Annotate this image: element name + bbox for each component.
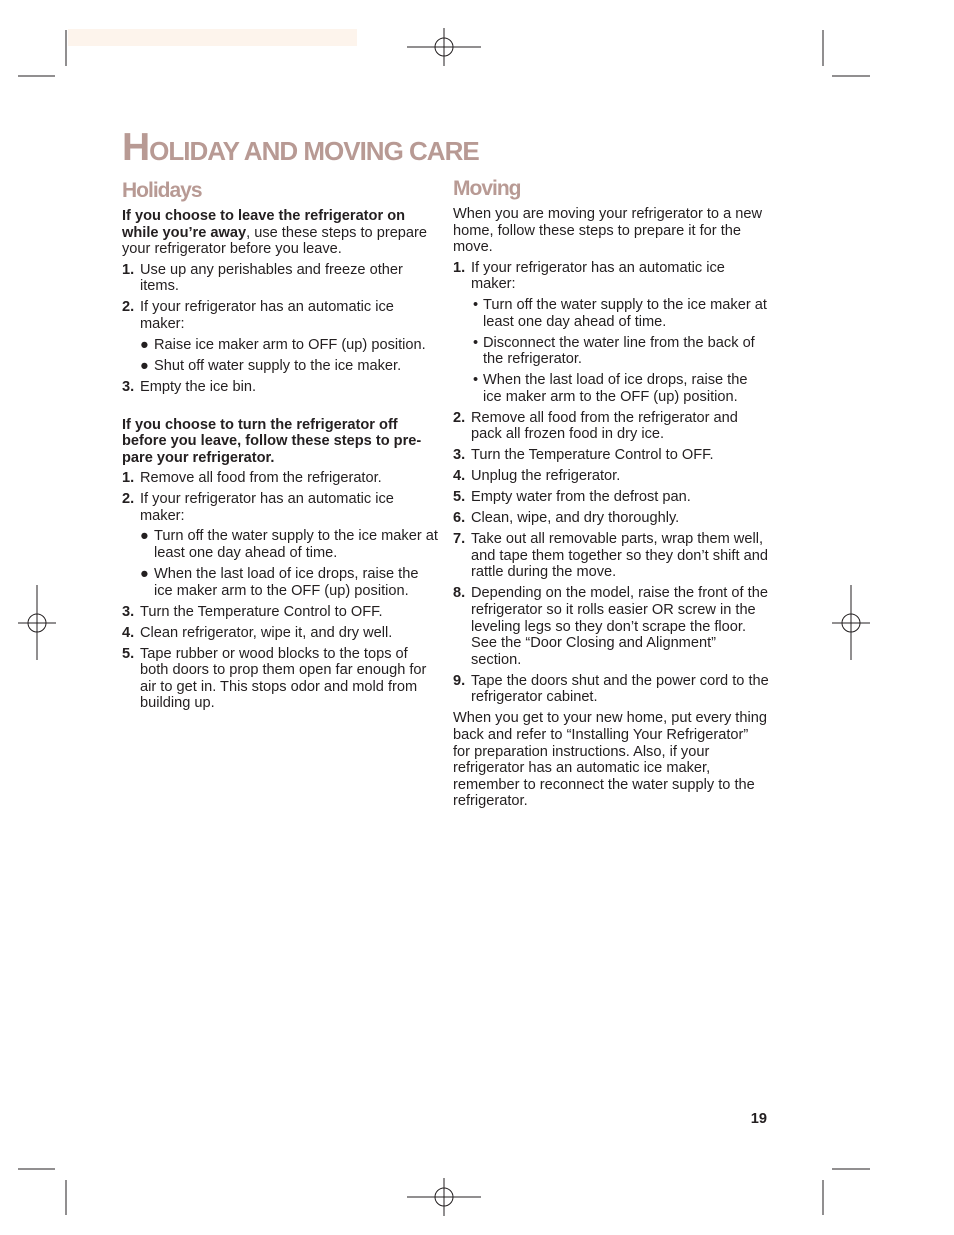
- holidays-intro-bold: If you choose to leave the refrigerator on while you’re away: [122, 208, 406, 241]
- holidays-off-steps: [122, 470, 438, 712]
- step-number: 4.: [122, 624, 135, 641]
- step-text: Empty water from the defrost pan.: [471, 489, 691, 506]
- list-item: [122, 646, 438, 712]
- holidays-intro: [122, 208, 438, 258]
- holidays-steps: [122, 262, 438, 395]
- step-number: 1.: [122, 470, 135, 487]
- page-number: 19: [750, 1111, 767, 1127]
- step-number: 7.: [453, 531, 466, 548]
- step-text: Remove all food from the refrigerator.: [140, 470, 382, 487]
- bullet-list: [140, 528, 438, 599]
- bullet-text: Shut off water supply to the ice maker.: [154, 357, 402, 374]
- step-number: 3.: [122, 378, 135, 395]
- holidays-intro-rest: , use these steps to prepare your refrigerator before you leave.: [122, 224, 428, 258]
- moving-heading: Moving: [453, 177, 521, 200]
- bullet-text: When the last load of ice drops, raise the ice maker arm to the OFF (up) position.: [154, 566, 419, 599]
- step-text: Use up any perishables and freeze other items.: [140, 261, 403, 295]
- bullet-icon: •: [473, 334, 479, 351]
- holidays-heading: Holidays: [122, 179, 202, 202]
- bullet-text: Raise ice maker arm to OFF (up) position.: [154, 336, 426, 353]
- step-number: 3.: [453, 447, 466, 464]
- step-text: If your refrigerator has an automatic ice maker:: [140, 299, 394, 332]
- list-item: [122, 625, 438, 642]
- list-item: [453, 260, 769, 406]
- bullet-list: [140, 337, 438, 375]
- step-number: 3.: [122, 603, 135, 620]
- bullet-item: [140, 528, 438, 561]
- step-number: 4.: [453, 468, 466, 485]
- step-number: 1.: [122, 261, 135, 278]
- step-text: Empty the ice bin.: [140, 378, 256, 395]
- moving-intro: When you are moving your refrigerator to a new home, follow these steps to prepare it for the move.: [453, 206, 763, 256]
- bullet-icon: ●: [140, 357, 149, 374]
- step-text: Tape rubber or wood blocks to the tops of both doors to prop them open far enough for air to get in. This stops odor and mold from building up.: [140, 645, 427, 712]
- step-text: Turn the Temperature Control to OFF.: [140, 603, 383, 620]
- list-item: [122, 379, 438, 396]
- bullet-icon: •: [473, 296, 479, 313]
- step-text: Take out all removable parts, wrap them well, and tape them together so they don’t shift and rattle during the move.: [471, 531, 768, 581]
- moving-section: [453, 176, 769, 810]
- bullet-item: [473, 335, 769, 368]
- bullet-item: [140, 566, 438, 599]
- step-text: Clean, wipe, and dry thoroughly.: [471, 510, 680, 527]
- bullet-icon: ●: [140, 528, 149, 545]
- list-item: [453, 673, 769, 706]
- list-item: [453, 489, 769, 506]
- moving-steps: [453, 260, 769, 706]
- holidays-section: [122, 178, 438, 716]
- bullet-item: [140, 358, 438, 375]
- step-text: Turn the Temperature Control to OFF.: [471, 447, 714, 464]
- step-number: 1.: [453, 259, 466, 276]
- step-number: 9.: [453, 672, 466, 689]
- step-number: 5.: [122, 645, 135, 662]
- bullet-item: [140, 337, 438, 354]
- list-item: [122, 470, 438, 487]
- list-item: [453, 410, 769, 443]
- step-number: 5.: [453, 489, 466, 506]
- step-text: If your refrigerator has an automatic ice maker:: [471, 259, 725, 293]
- step-text: Remove all food from the refrigerator and pack all frozen food in dry ice.: [471, 409, 738, 443]
- list-item: [453, 510, 769, 527]
- step-text: If your refrigerator has an automatic ice maker:: [140, 491, 394, 524]
- step-number: 6.: [453, 510, 466, 527]
- bullet-text: Turn off the water supply to the ice maker at least one day ahead of time.: [483, 296, 767, 330]
- list-item: [453, 585, 769, 668]
- step-number: 2.: [122, 299, 135, 316]
- header-band: [68, 29, 357, 46]
- bullet-text: When the last load of ice drops, raise the ice maker arm to the OFF (up) position.: [483, 372, 748, 405]
- list-item: [122, 262, 438, 295]
- moving-closing: When you get to your new home, put every thing back and refer to “Installing Your Refrigerator” for preparation instructions. Also, if your refrigerator has an automatic ice maker, remember to reconnect the water supply to the refrigerator.: [453, 710, 767, 810]
- step-number: 2.: [453, 409, 466, 426]
- bullet-icon: •: [473, 372, 479, 389]
- step-text: Unplug the refrigerator.: [471, 468, 621, 485]
- page-title-rest: OLIDAY AND MOVING CARE: [149, 136, 479, 166]
- step-number: 2.: [122, 491, 135, 508]
- list-item: [453, 447, 769, 464]
- bullet-icon: ●: [140, 566, 149, 583]
- step-text: Depending on the model, raise the front of the refrigerator so it rolls easier OR screw in the leveling legs so they don’t scrape the floor. See the “Door Closing and Alignment” section.: [471, 585, 768, 668]
- list-item: [122, 604, 438, 621]
- bullet-item: [473, 372, 769, 405]
- page-title: [122, 128, 722, 167]
- bullet-text: Turn off the water supply to the ice maker at least one day ahead of time.: [154, 528, 438, 562]
- list-item: [122, 491, 438, 599]
- holidays-off-intro: If you choose to turn the refrigerator off before you leave, follow these steps to pre- pare your refrigerator.: [122, 416, 422, 466]
- bullet-icon: ●: [140, 336, 149, 353]
- bullet-text: Disconnect the water line from the back of the refrigerator.: [483, 334, 755, 368]
- page-title-initial: H: [122, 126, 150, 169]
- step-number: 8.: [453, 585, 466, 602]
- step-text: Tape the doors shut and the power cord to the refrigerator cabinet.: [471, 672, 769, 706]
- step-text: Clean refrigerator, wipe it, and dry well.: [140, 624, 393, 641]
- list-item: [453, 468, 769, 485]
- bullet-list: [473, 297, 769, 405]
- bullet-item: [473, 297, 769, 330]
- list-item: [122, 299, 438, 374]
- list-item: [453, 531, 769, 581]
